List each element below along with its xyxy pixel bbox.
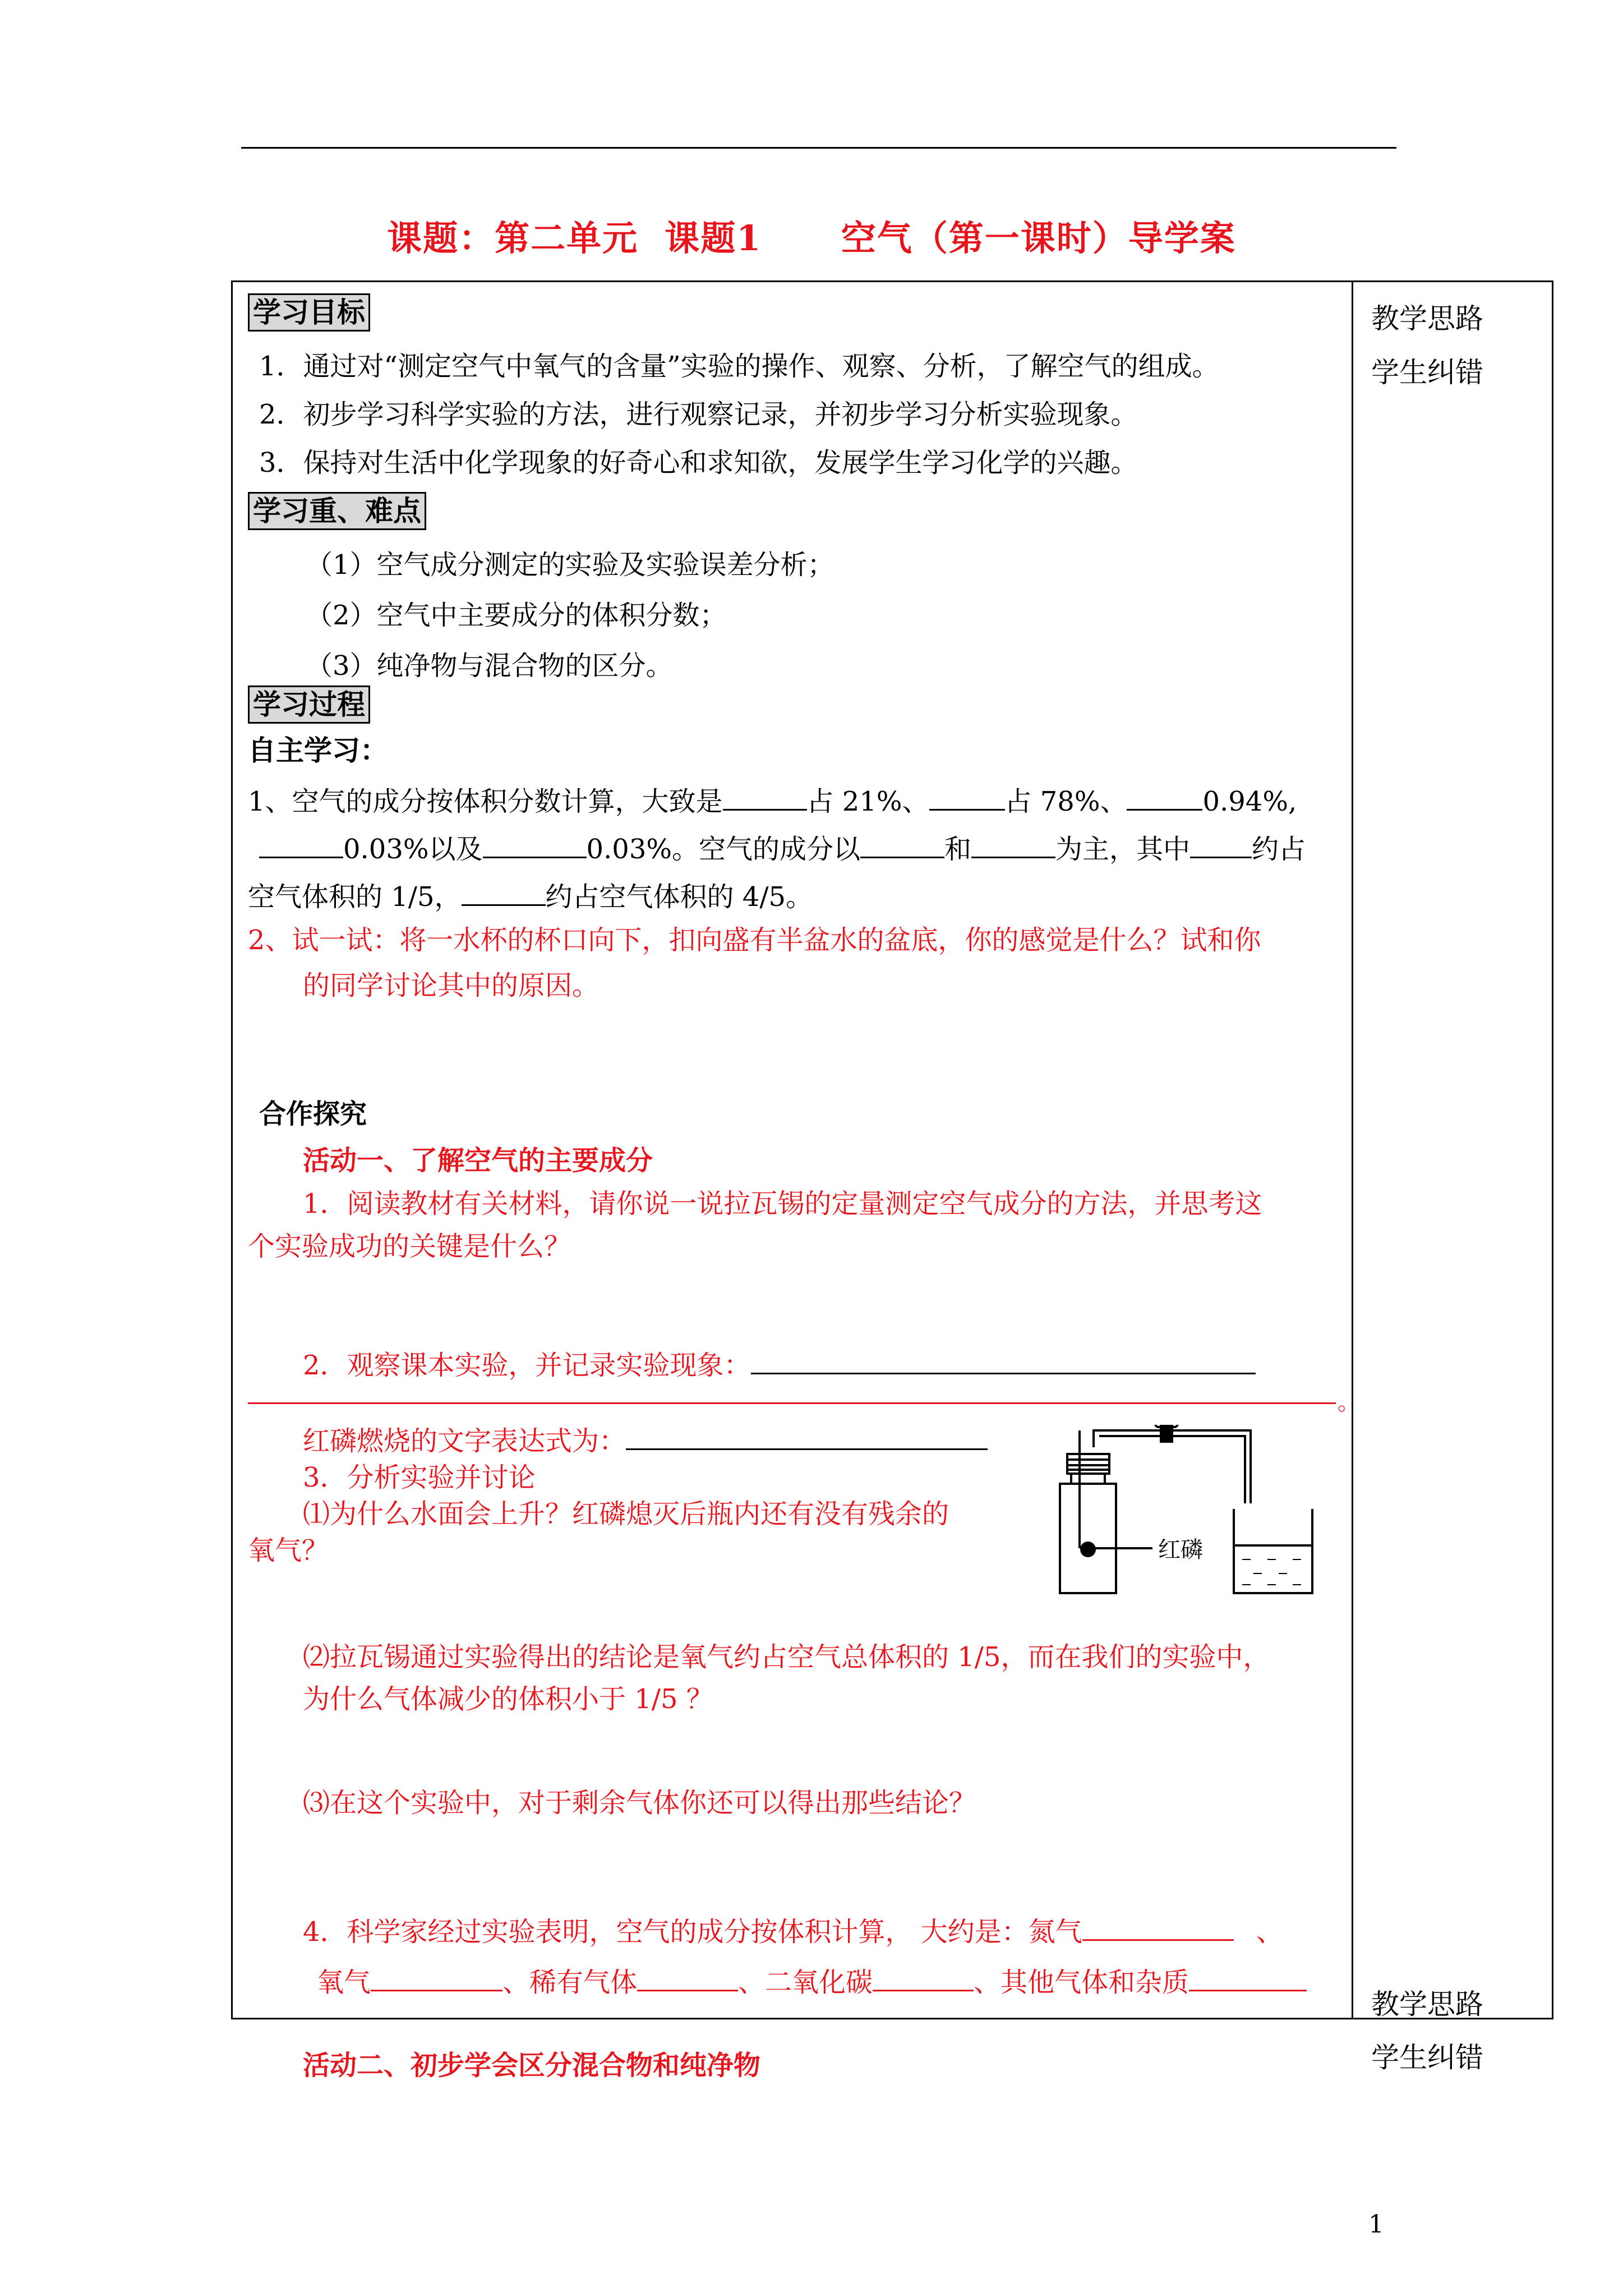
header-rule xyxy=(241,147,1396,149)
activity-1-item-1-line-2: 个实验成功的关键是什么？ xyxy=(248,1231,571,1262)
goal-3: 3．保持对生活中化学现象的好奇心和求知欲，发展学生学习化学的兴趣。 xyxy=(259,447,1138,478)
side-label-correction-2: 学生纠错 xyxy=(1371,2041,1483,2074)
activity-1-item-4-line-2: 氧气 、稀有气体 、二氧化碳 、其他气体和杂质 xyxy=(317,1961,1307,1999)
side-labels-bottom xyxy=(1371,1977,1483,2031)
question-1-line-2: 0.03%以及 0.03%。空气的成分以 和 为主，其中 约占 xyxy=(259,827,1306,866)
answer-line xyxy=(248,1402,1336,1404)
section-goals: 学习目标 xyxy=(248,293,370,332)
side-labels-bottom-2 xyxy=(1371,2031,1483,2085)
side-label-correction: 学生纠错 xyxy=(1371,356,1483,389)
activity-1-heading: 活动一、了解空气的主要成分 xyxy=(303,1145,653,1176)
question-1-line-3: 空气体积的 1/5， 约占空气体积的 4/5。 xyxy=(248,881,813,913)
column-divider xyxy=(1352,280,1353,2019)
question-2-line-1: 2、试一试：将一水杯的杯口向下，扣向盛有半盆水的盆底，你的感觉是什么？试和你 xyxy=(248,924,1261,956)
activity-1-item-1-line-1: 1．阅读教材有关材料，请你说一说拉瓦锡的定量测定空气成分的方法，并思考这 xyxy=(303,1188,1262,1220)
discussion-q1-line-2: 氧气？ xyxy=(248,1535,329,1566)
discussion-q3: ⑶在这个实验中，对于剩余气体你还可以得出那些结论？ xyxy=(303,1787,976,1819)
key-point-1: （1）空气成分测定的实验及实验误差分析； xyxy=(306,549,834,581)
answer-line-end: 。 xyxy=(1338,1389,1360,1415)
activity-1-formula: 红磷燃烧的文字表达式为： xyxy=(303,1419,988,1458)
key-point-3: （3）纯净物与混合物的区分。 xyxy=(306,650,673,682)
coop-heading: 合作探究 xyxy=(259,1098,367,1130)
question-2-line-2: 的同学讨论其中的原因。 xyxy=(303,970,600,1001)
activity-1-item-2: 2．观察课本实验，并记录实验现象： xyxy=(303,1343,1256,1382)
activity-2-heading: 活动二、初步学会区分混合物和纯净物 xyxy=(303,2050,761,2081)
discussion-q1-line-1: ⑴为什么水面会上升？红磷熄灭后瓶内还有没有残余的 xyxy=(303,1498,949,1530)
side-label-thinking: 教学思路 xyxy=(1371,302,1483,335)
key-point-2: （2）空气中主要成分的体积分数； xyxy=(306,600,727,631)
page-title: 课题：第二单元 课题1 空气（第一课时）导学案 xyxy=(387,218,1236,259)
activity-1-item-3: 3．分析实验并讨论 xyxy=(303,1462,536,1493)
apparatus-figure xyxy=(1049,1425,1352,1604)
goal-2: 2．初步学习科学实验的方法，进行观察记录，并初步学习分析实验现象。 xyxy=(259,399,1138,430)
side-labels-top xyxy=(1371,292,1483,399)
self-study-heading: 自主学习： xyxy=(248,734,388,767)
activity-1-item-4-line-1: 4．科学家经过实验表明，空气的成分按体积计算， 大约是：氮气 、 xyxy=(303,1916,1283,1948)
question-1-line-1: 1、空气的成分按体积分数计算，大致是 占 21%、 占 78%、 0.94%, xyxy=(248,786,1297,817)
side-label-thinking-2: 教学思路 xyxy=(1371,1988,1483,2021)
discussion-q2-line-2: 为什么气体减少的体积小于 1/5 ？ xyxy=(303,1683,713,1715)
section-key-points: 学习重、难点 xyxy=(248,492,426,530)
page-number: 1 xyxy=(1368,2210,1384,2239)
discussion-q2-line-1: ⑵拉瓦锡通过实验得出的结论是氧气约占空气总体积的 1/5，而在我们的实验中， xyxy=(303,1641,1270,1673)
figure-label-red-phosphorus: 红磷 xyxy=(1158,1537,1203,1563)
section-process: 学习过程 xyxy=(248,685,370,724)
goal-1: 1．通过对“测定空气中氧气的含量”实验的操作、观察、分析，了解空气的组成。 xyxy=(259,351,1219,382)
